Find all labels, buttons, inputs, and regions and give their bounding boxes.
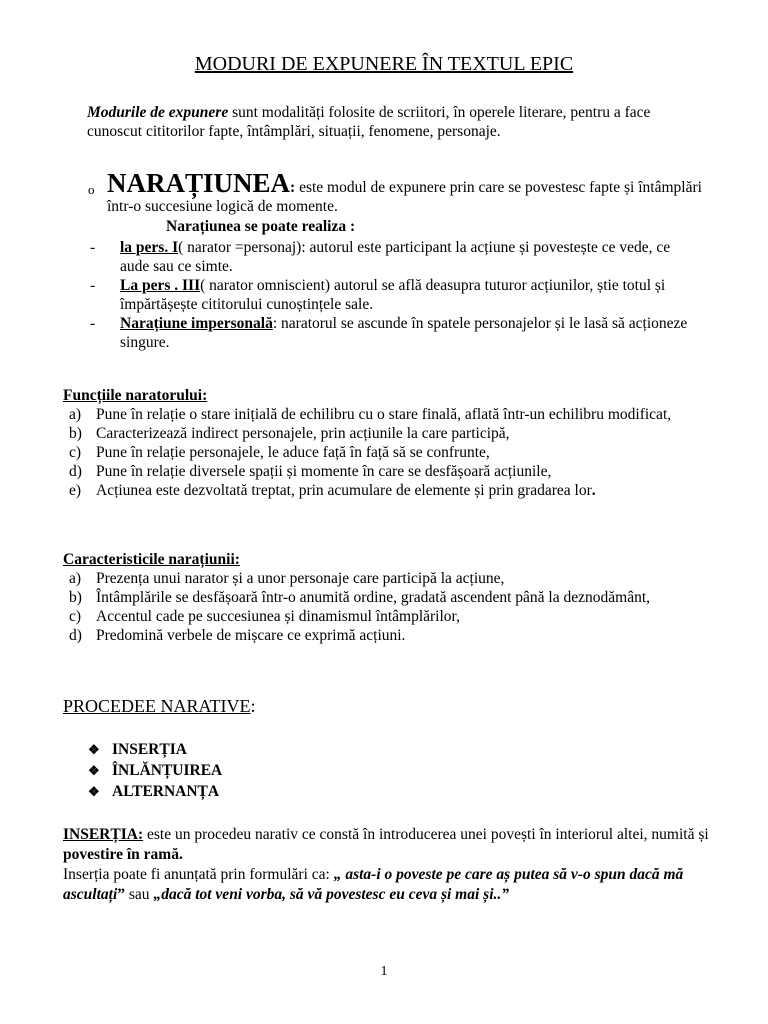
list-marker: d) — [69, 463, 82, 480]
naratiune-subheading: Narațiunea se poate realiza : — [166, 218, 356, 235]
item-text: ALTERNANȚA — [112, 783, 220, 800]
intro-term: Modurile de expunere — [87, 104, 229, 121]
caracteristici-section — [63, 550, 703, 645]
item-text: ( narator omniscient) autorul se află deasupra tuturor acțiunilor, știe totul și împărtășește cititorului cunoștințele sale. — [120, 277, 666, 313]
insertia-quote1-end: ” — [117, 886, 126, 903]
diamond-bullet-icon: ❖ — [88, 763, 100, 778]
naratiune-paragraph — [107, 169, 707, 216]
list-item — [63, 405, 703, 424]
insertia-paragraph — [63, 825, 728, 905]
list-item — [88, 739, 222, 760]
insertia-quote1: „ asta-i o poveste pe care aș putea să v-o spun dacă mă ascultați — [63, 866, 684, 903]
list-marker: c) — [69, 608, 82, 625]
insertia-term: INSERȚIA: — [63, 826, 144, 843]
list-marker: e) — [69, 482, 82, 499]
insertia-sau: sau — [125, 886, 154, 903]
list-item — [63, 626, 703, 645]
list-item — [90, 276, 700, 314]
functii-section — [63, 386, 703, 500]
item-text: INSERȚIA — [112, 741, 187, 758]
intro-paragraph — [87, 103, 702, 141]
caracteristici-heading: Caracteristicile narațiunii: — [63, 551, 240, 568]
item-text: Predomină verbele de mișcare ce exprimă acțiuni. — [96, 627, 406, 644]
dash-marker: - — [90, 277, 96, 294]
diamond-bullet-icon: ❖ — [88, 784, 100, 799]
item-text: Pune în relație o stare inițială de echilibru cu o stare finală, aflată într-un echilibru modificat, — [96, 406, 672, 423]
procedee-colon: : — [250, 696, 256, 716]
list-item — [88, 760, 222, 781]
item-text: Prezența unui narator și a unor personaje care participă la acțiune, — [96, 570, 505, 587]
item-term: La pers . III — [120, 277, 201, 294]
insertia-bold: povestire în ramă. — [63, 846, 183, 863]
list-marker: c) — [69, 444, 82, 461]
item-text: ( narator =personaj): autorul este participant la acțiune și povestește ce vede, ce aude sau ce simte. — [120, 239, 671, 275]
procedee-list-block — [88, 739, 222, 802]
naratiune-definition: este modul de expunere prin care se povestesc fapte și întâmplări într-o succesiune logică de momente. — [107, 179, 702, 215]
item-text: Accentul cade pe succesiunea și dinamismul întâmplărilor, — [96, 608, 460, 625]
page-title: MODURI DE EXPUNERE ÎN TEXTUL EPIC — [194, 53, 574, 75]
functii-heading: Funcțiile naratorului: — [63, 387, 208, 404]
circle-bullet: o — [88, 182, 95, 197]
procedee-heading: PROCEDEE NARATIVE — [63, 696, 251, 716]
naratiune-term: NARAȚIUNEA — [107, 168, 291, 198]
page-number: 1 — [380, 964, 388, 979]
list-item — [63, 424, 703, 443]
item-text: Caracterizează indirect personajele, prin acțiunile la care participă, — [96, 425, 510, 442]
item-text: Acțiunea este dezvoltată treptat, prin acumulare de elemente și prin gradarea lor — [96, 482, 592, 499]
list-marker: b) — [69, 589, 82, 606]
list-item — [63, 569, 703, 588]
item-end: . — [591, 482, 596, 499]
list-marker: a) — [69, 570, 82, 587]
list-item — [90, 238, 700, 276]
procedee-heading-line — [63, 695, 256, 717]
naratiune-colon: : — [290, 179, 296, 196]
insertia-text1: este un procedeu narativ ce constă în introducerea unei povești în interiorul altei, numită și — [143, 826, 709, 843]
diamond-bullet-icon: ❖ — [88, 742, 100, 757]
intro-text: sunt modalități folosite de scriitori, în operele literare, pentru a face cunoscut cititorilor fapte, întâmplări, situații, fenomene, personaje. — [87, 104, 651, 140]
list-marker: a) — [69, 406, 82, 423]
list-item — [63, 607, 703, 626]
naratiune-list — [90, 238, 700, 352]
item-text: : naratorul se ascunde în spatele personajelor și le lasă să acționeze singure. — [120, 315, 688, 351]
list-item — [63, 481, 703, 500]
item-text: Întâmplările se desfășoară într-o anumită ordine, gradată ascendent până la deznodământ, — [96, 589, 651, 606]
list-marker: b) — [69, 425, 82, 442]
item-text: Pune în relație personajele, le aduce față în față să se confrunte, — [96, 444, 490, 461]
list-marker: d) — [69, 627, 82, 644]
list-item — [63, 462, 703, 481]
item-term: la pers. I — [120, 239, 179, 256]
list-item — [63, 443, 703, 462]
item-text: ÎNLĂNȚUIREA — [112, 762, 223, 779]
item-text: Pune în relație diversele spații și momente în care se desfășoară acțiunile, — [96, 463, 552, 480]
dash-marker: - — [90, 239, 96, 256]
list-item — [88, 781, 222, 802]
list-item — [63, 588, 703, 607]
item-term: Narațiune impersonală — [120, 315, 273, 332]
dash-marker: - — [90, 315, 96, 332]
insertia-text2: Inserția poate fi anunțată prin formulări ca: — [63, 866, 334, 883]
insertia-quote2: „dacă tot veni vorba, să vă povestesc eu ceva și mai și..” — [153, 886, 510, 903]
list-item — [90, 314, 700, 352]
